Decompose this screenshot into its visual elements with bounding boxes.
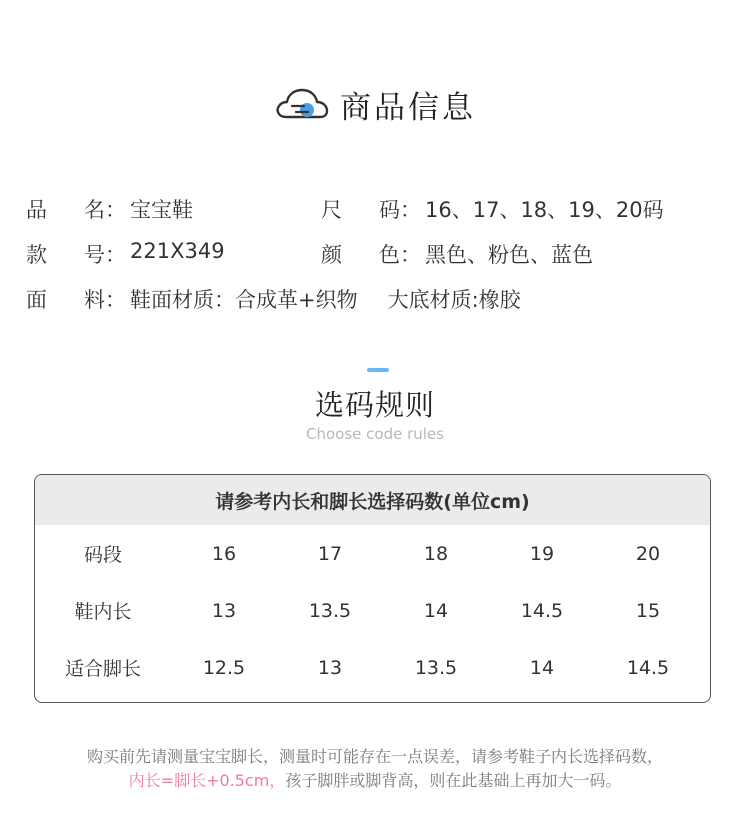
table-cell: 16 [211,542,237,565]
info-color [321,239,593,269]
section-title: 选码规则 [314,388,435,422]
product-info-list [26,186,726,321]
info-row-material [26,276,726,321]
table-cell: 17 [317,542,343,565]
info-row-style-color [26,231,726,276]
table-cell: 19 [529,542,555,565]
color-label-char: 颜 [321,242,342,267]
size-label-char: 码： [379,197,421,222]
table-cell: 20 [635,542,661,565]
size-table-header: 请参考内长和脚长选择码数(单位cm) [35,475,710,525]
name-value: 宝宝鞋 [130,197,193,222]
table-cell: 14.5 [520,599,564,622]
size-table [34,474,711,703]
style-label-char: 号： [84,242,126,267]
table-row [35,582,710,639]
size-label [321,194,425,224]
color-label-char: 色： [379,242,421,267]
table-cell: 14.5 [626,656,670,679]
section-accent-bar [367,368,389,372]
measurement-note: 购买前先请测量宝宝脚长，测量时可能存在一点误差，请参考鞋子内长选择码数， [86,747,663,766]
table-cell: 12.5 [202,656,246,679]
style-value: 221X349 [130,238,225,263]
style-label [26,239,130,269]
table-cell: 14 [423,599,449,622]
color-value: 黑色、粉色、蓝色 [425,242,593,267]
material-upper-value: 鞋面材质：合成革+织物 [130,287,358,312]
row-label: 鞋内长 [74,601,132,623]
info-row-name-size [26,186,726,231]
table-cell: 13.5 [414,656,458,679]
name-label-char: 名： [84,197,126,222]
page-title: 商品信息 [340,89,476,126]
row-label: 适合脚长 [64,658,141,680]
info-name [26,194,321,224]
size-label-char: 尺 [321,197,342,222]
material-label-char: 料： [84,287,126,312]
inner-length-formula: 内长=脚长+0.5cm， [128,771,286,790]
info-style [26,239,321,269]
cloud-icon [274,84,330,124]
table-cell: 15 [635,599,661,622]
section-subtitle: Choose code rules [306,425,444,443]
table-cell: 13.5 [308,599,352,622]
table-cell: 13 [211,599,237,622]
measurement-note-line2 [0,768,750,791]
size-value: 16、17、18、19、20码 [425,197,664,222]
table-cell: 18 [423,542,449,565]
row-label: 码段 [83,544,122,566]
table-row [35,525,710,582]
table-cell: 13 [317,656,343,679]
material-sole-value: 大底材质:橡胶 [387,287,521,312]
name-label [26,194,130,224]
name-label-char: 品 [26,197,47,222]
product-info-header [0,82,750,126]
sizing-advice: 孩子脚胖或脚背高，则在此基础上再加大一码。 [285,771,622,790]
info-size [321,194,664,224]
table-row [35,639,710,696]
style-label-char: 款 [26,242,47,267]
table-cell: 14 [529,656,555,679]
material-label [26,284,130,314]
color-label [321,239,425,269]
material-label-char: 面 [26,287,47,312]
